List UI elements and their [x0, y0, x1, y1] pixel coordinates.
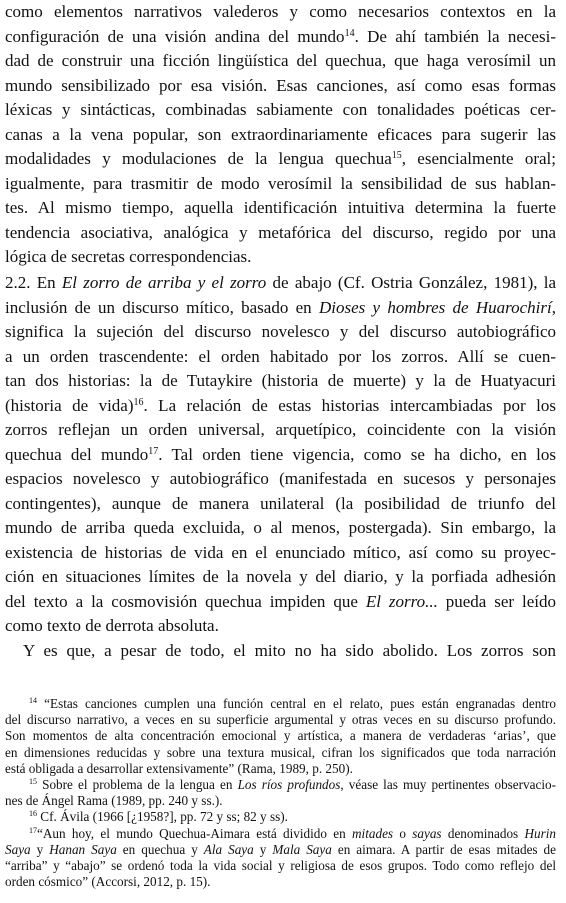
text-line: contingentes), aunque de manera unilateral (la posibilidad de triunfo del: [5, 493, 556, 513]
footnote-16: $^{16}$ Cf. Ávila (1966 [¿1958?], pp. 72 y ss; 82 y ss).: [29, 809, 288, 825]
text-line: nes de Ángel Rama (1989, pp. 240 y ss.).: [5, 793, 223, 809]
text-line: quechua del mundo$^{17}$. Tal orden tiene vigencia, como se ha dicho, en los: [5, 444, 556, 464]
text-line: (historia de vida)$^{16}$. La relación de estas historias intercambiadas por los: [5, 395, 556, 415]
text-line: dad de construir una ficción lingüística del quechua, que haga verosímil un: [5, 51, 556, 70]
text-line: zorros reflejan un orden universal, arquetípico, coincidente con la visión: [5, 420, 556, 439]
text-line: léxicas y sintácticas, combinadas sabiamente con tonalidades poéticas cer-: [5, 100, 556, 119]
text-line: orden cósmico” (Accorsi, 2012, p. 15).: [5, 874, 211, 890]
text-line: mundo sensibilizado por esa visión. Esas canciones, así como esas formas: [5, 75, 556, 95]
paragraph-1: [5, 0, 556, 270]
text-line: igualmente, para trasmitir de modo verosímil la sensibilidad de sus hablan-: [5, 173, 556, 193]
text-line: Son momentos de alta concentración emocional y artística, a manera de verdaderas ‘arias’, que: [5, 728, 556, 744]
paragraph-2: [5, 271, 556, 663]
footnotes: [5, 696, 556, 890]
text-line: está obligada a desarrollar extensivamente” (Rama, 1989, p. 250).: [5, 760, 353, 776]
text-line: del discurso narrativo, a veces en su superficie argumental y otras veces en su discurso profundo.: [5, 712, 556, 728]
text-line: ción en situaciones límites de la novela y del diario, y la porfiada adhesión: [5, 567, 556, 586]
footnote-ref[interactable]: 16: [133, 396, 144, 408]
footnote-ref[interactable]: 17: [148, 445, 159, 457]
text-line: del texto a la cosmovisión quechua impiden que El zorro... pueda ser leído: [5, 591, 557, 611]
text-line: lógica de secretas correspondencias.: [5, 247, 252, 266]
text-line: modalidades y modulaciones de la lengua quechua$^{15}$, esencialmente oral;: [5, 149, 556, 168]
text-line: tendencia asociativa, analógica y metafórica del discurso, regido por una: [5, 222, 556, 242]
text-line: existencia de historias de vida en el enunciado mítico, así como su proyec-: [5, 542, 556, 562]
text-line: en dimensiones reducidas y sobre una textura musical, cifran los significados que toda narración: [5, 744, 556, 760]
text-line: inclusión de un discurso mítico, basado en Dioses y hombres de Huarochirí,: [5, 297, 556, 317]
text-line: como texto de derrota absoluta.: [5, 616, 219, 635]
footnote-17: $^{17}$“Aun hoy, el mundo Quechua-Aimara está dividido en mitades o sayas denominados Hurin: [29, 825, 556, 841]
text-line: significa la sujeción del discurso novelesco y del discurso autobiográfico: [5, 322, 556, 341]
text-line: a un orden trascendente: el orden habitado por los zorros. Allí se cuen-: [5, 346, 556, 366]
paragraph-3: Y es que, a pesar de todo, el mito no ha sido abolido. Los zorros son: [23, 640, 556, 660]
text-line: mundo de arriba queda excluida, o al menos, postergada). Sin embargo, la: [5, 518, 556, 537]
footnote-ref[interactable]: 15: [391, 150, 402, 161]
text-line: espacios novelesco y autobiográfico (manifestada en sucesos y personajes: [5, 469, 556, 488]
footnote-15: $^{15}$ Sobre el problema de la lengua en Los ríos profundos, véase las muy pertinentes observacio-: [29, 776, 556, 792]
text-line: canas a la vena popular, son extraordinariamente eficaces para sugerir las: [5, 124, 556, 144]
footnote-ref[interactable]: 14: [344, 27, 355, 39]
text-line: como elementos narrativos valederos y como necesarios contextos en la: [5, 2, 556, 21]
text-line: tes. Al mismo tiempo, aquella identificación intuitiva determina la fuerte: [5, 198, 556, 217]
text-line: Saya y Hanan Saya en quechua y Ala Saya y Mala Saya en aimara. A partir de esas mitades de: [5, 841, 557, 857]
footnote-14: $^{14}$ “Estas canciones cumplen una función central en el relato, pues están engranadas dentro: [29, 696, 556, 711]
text-line: “arriba” y “abajo” se ordenó toda la vida social y religiosa de esos grupos. Todo como reflejo del: [5, 857, 556, 873]
text-line: configuración de una visión andina del mundo$^{14}$. De ahí también la necesi-: [5, 26, 556, 46]
text-line: 2.2. En El zorro de arriba y el zorro de abajo (Cf. Ostria González, 1981), la: [5, 273, 557, 292]
text-line: tan dos historias: la de Tutaykire (historia de muerte) y la de Huatyacuri: [5, 371, 556, 390]
